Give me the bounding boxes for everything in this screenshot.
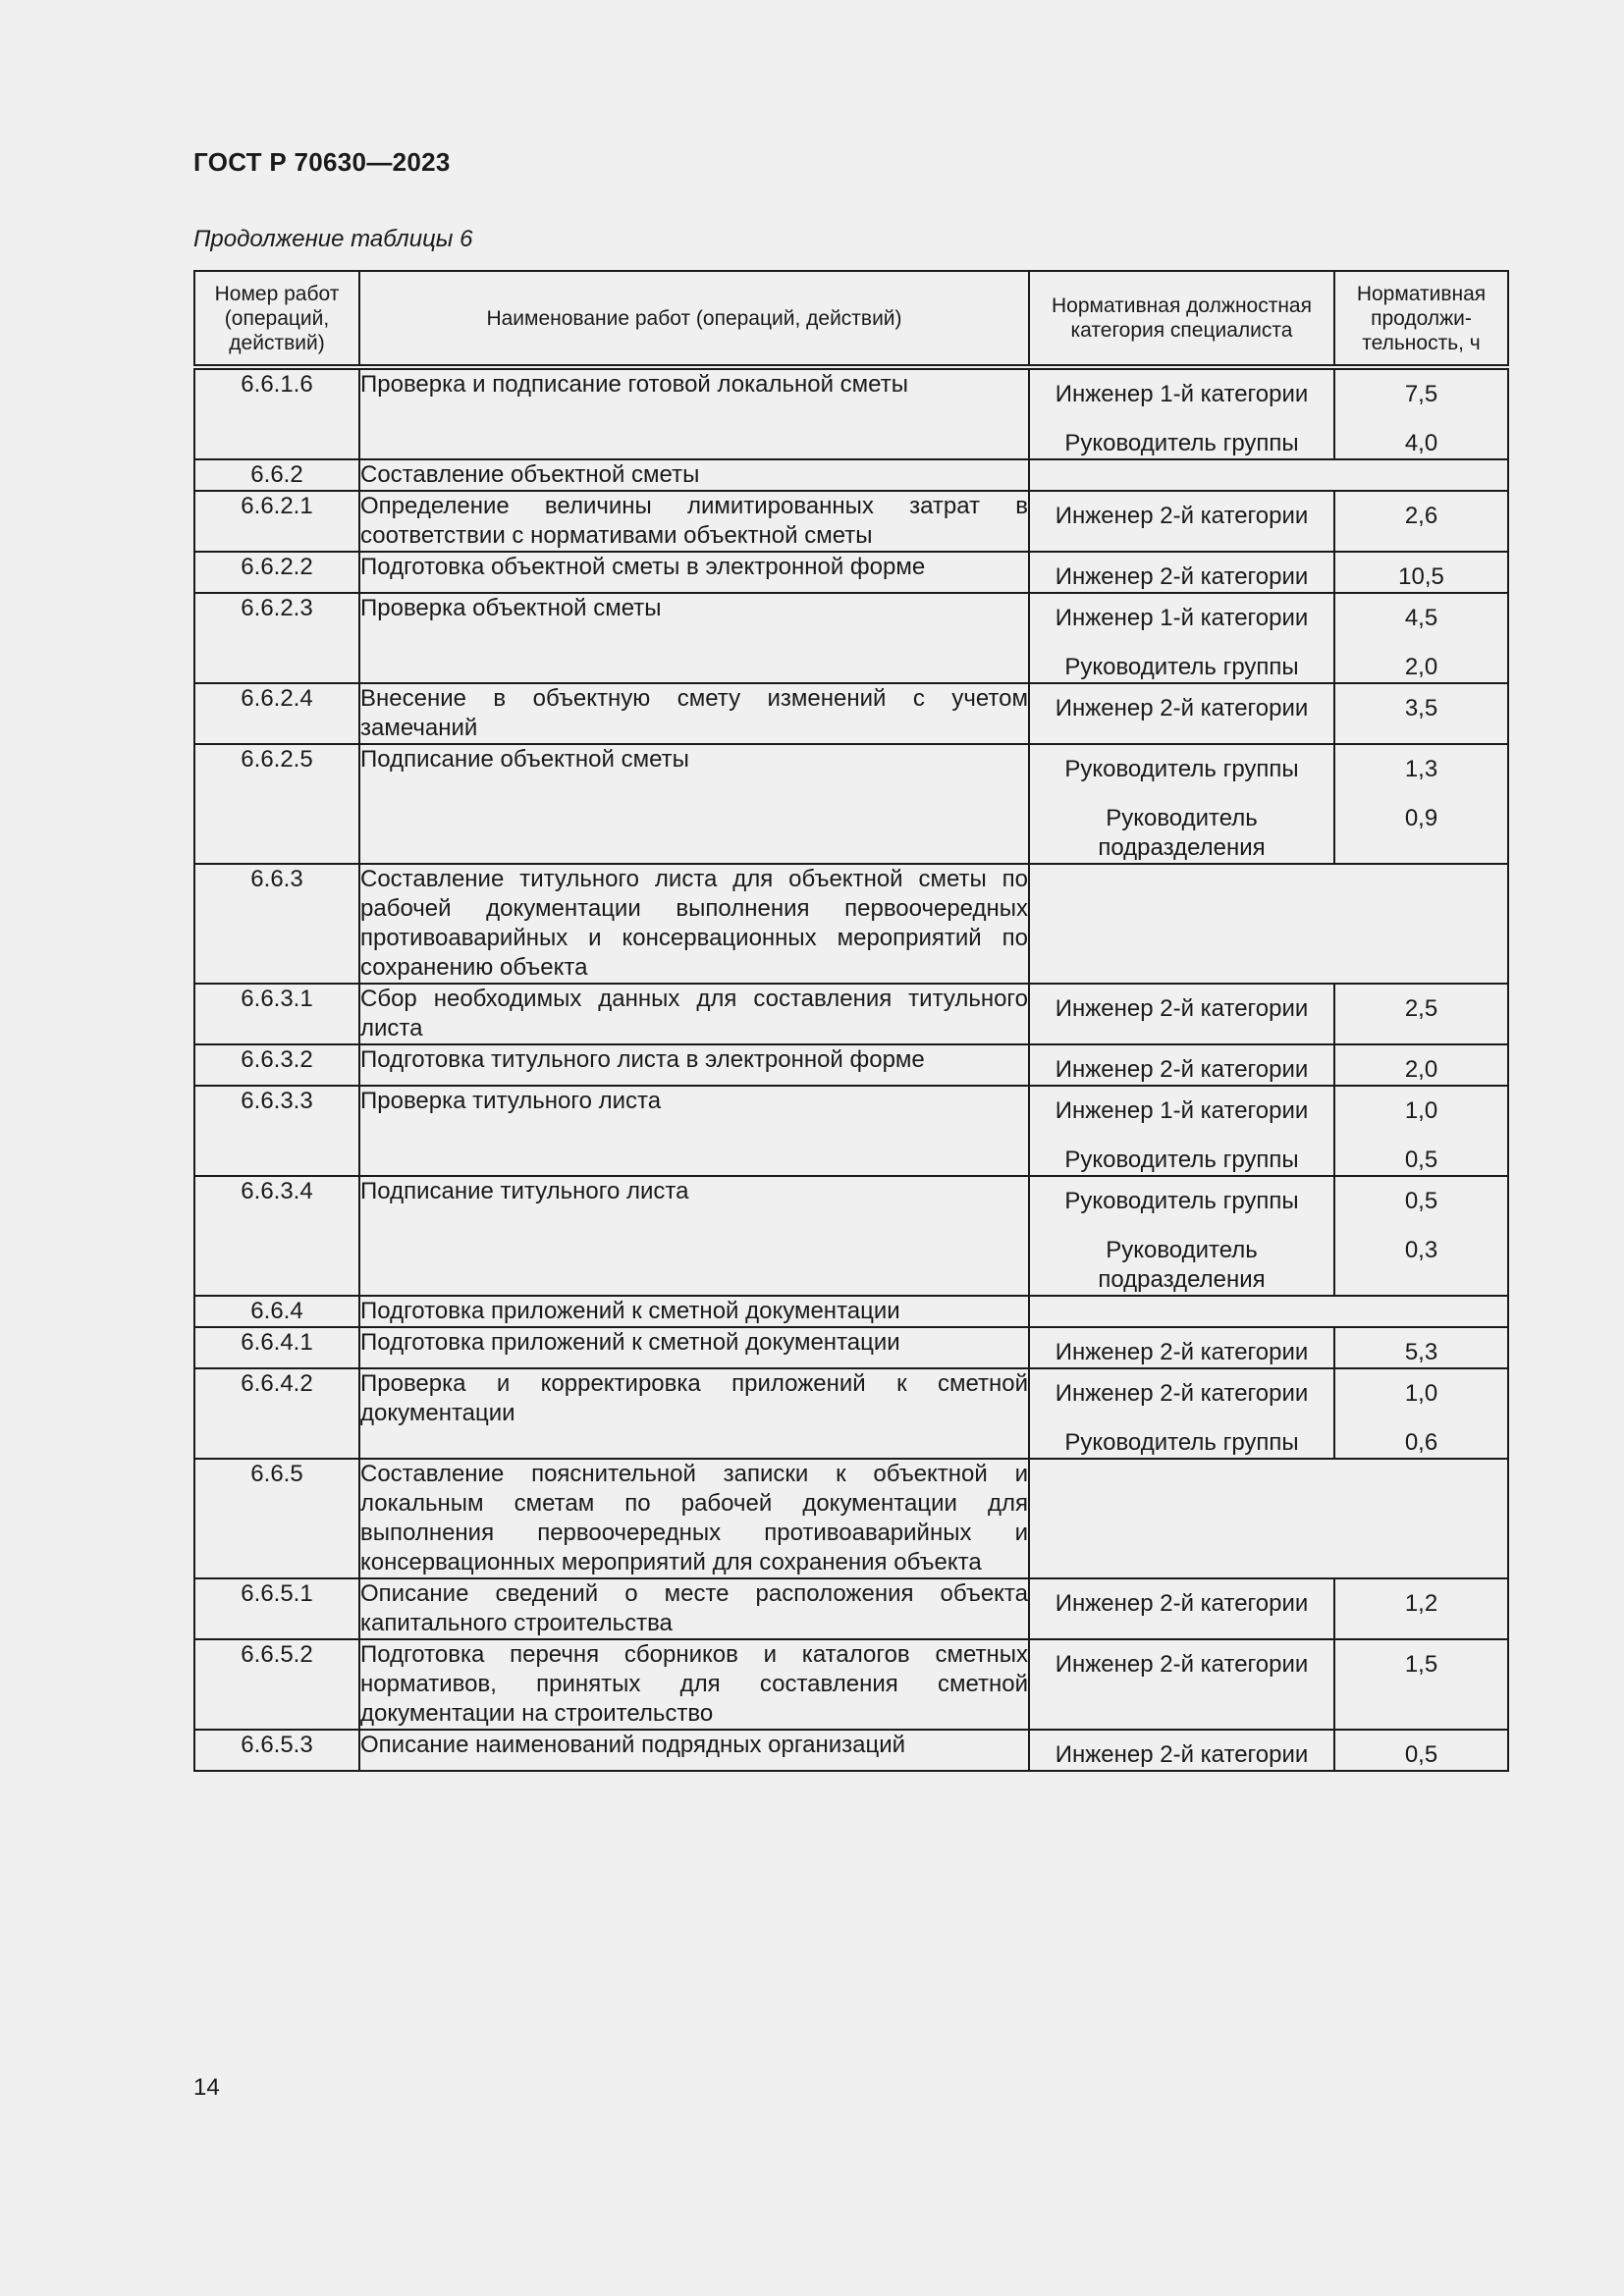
- work-name: Проверка и подписание готовой локальной сметы: [359, 367, 1029, 459]
- specialist-category: Руководитель группы: [1064, 1188, 1299, 1214]
- table-row: [194, 1639, 1508, 1730]
- empty-cell: [1029, 1296, 1508, 1327]
- specialist-category: Руководитель подразделения: [1098, 805, 1266, 861]
- table-row: [194, 864, 1508, 984]
- duration-value: 1,2: [1404, 1590, 1438, 1617]
- specialist-category-cell: [1029, 1368, 1334, 1459]
- table-row: [194, 1368, 1508, 1459]
- specialist-category: Руководитель группы: [1064, 654, 1299, 680]
- duration-value: 1,0: [1404, 1380, 1438, 1407]
- table-row: [194, 683, 1508, 744]
- duration-cell: [1334, 1578, 1508, 1639]
- specialist-category: Инженер 2-й категории: [1055, 1380, 1309, 1407]
- table-caption: Продолжение таблицы 6: [193, 226, 473, 252]
- duration-value: 0,5: [1404, 1188, 1438, 1214]
- work-name: Подписание титульного листа: [359, 1176, 1029, 1296]
- duration-value: 0,6: [1404, 1429, 1438, 1456]
- duration-value: 2,0: [1404, 654, 1438, 680]
- work-name: Сбор необходимых данных для составления титульного листа: [359, 984, 1029, 1044]
- empty-cell: [1029, 864, 1508, 984]
- work-name: Проверка титульного листа: [359, 1086, 1029, 1176]
- specialist-category-cell: [1029, 552, 1334, 593]
- specialist-category: Инженер 2-й категории: [1055, 695, 1309, 721]
- specialist-category-cell: [1029, 744, 1334, 864]
- duration-value: 5,3: [1404, 1339, 1438, 1365]
- work-name: Подготовка объектной сметы в электронной форме: [359, 552, 1029, 593]
- work-number: 6.6.5: [194, 1459, 359, 1578]
- specialist-category: Руководитель группы: [1064, 1429, 1299, 1456]
- specialist-category: Инженер 1-й категории: [1055, 381, 1309, 407]
- duration-value: 0,5: [1404, 1741, 1438, 1768]
- work-name: Описание наименований подрядных организаций: [359, 1730, 1029, 1771]
- table-row: [194, 1327, 1508, 1368]
- duration-cell: [1334, 367, 1508, 459]
- duration-value: 2,0: [1404, 1056, 1438, 1083]
- work-name: Подписание объектной сметы: [359, 744, 1029, 864]
- specialist-category-cell: [1029, 1176, 1334, 1296]
- specialist-category: Инженер 2-й категории: [1055, 563, 1309, 590]
- duration-value: 2,6: [1404, 503, 1438, 529]
- document-title: ГОСТ Р 70630—2023: [193, 147, 451, 177]
- work-number: 6.6.4.2: [194, 1368, 359, 1459]
- duration-value: 0,9: [1404, 805, 1438, 831]
- duration-value: 1,5: [1404, 1651, 1438, 1678]
- table-row: [194, 1296, 1508, 1327]
- work-name: Проверка объектной сметы: [359, 593, 1029, 683]
- work-number: 6.6.3.2: [194, 1044, 359, 1086]
- work-number: 6.6.1.6: [194, 367, 359, 459]
- table-header-row: [194, 271, 1508, 367]
- header-category: Нормативная должностная категория специалиста: [1029, 271, 1334, 367]
- specialist-category: Инженер 2-й категории: [1055, 995, 1309, 1022]
- duration-cell: [1334, 593, 1508, 683]
- duration-cell: [1334, 1044, 1508, 1086]
- duration-value: 10,5: [1398, 563, 1444, 590]
- table-row: [194, 1086, 1508, 1176]
- duration-cell: [1334, 1176, 1508, 1296]
- table-row: [194, 593, 1508, 683]
- specialist-category: Руководитель подразделения: [1098, 1237, 1266, 1293]
- header-duration: Нормативная продолжи-тельность, ч: [1334, 271, 1508, 367]
- table-row: [194, 1730, 1508, 1771]
- specialist-category: Инженер 1-й категории: [1055, 605, 1309, 631]
- work-number: 6.6.3: [194, 864, 359, 984]
- duration-value: 1,0: [1404, 1097, 1438, 1124]
- table-row: [194, 1044, 1508, 1086]
- specialist-category-cell: [1029, 593, 1334, 683]
- work-number: 6.6.4: [194, 1296, 359, 1327]
- table-row: [194, 552, 1508, 593]
- work-name: Проверка и корректировка приложений к сметной документации: [359, 1368, 1029, 1459]
- table-row: [194, 367, 1508, 459]
- page-number: 14: [193, 2074, 220, 2101]
- specialist-category-cell: [1029, 1730, 1334, 1771]
- specialist-category: Руководитель группы: [1064, 430, 1299, 456]
- work-number: 6.6.3.1: [194, 984, 359, 1044]
- duration-value: 0,5: [1404, 1147, 1438, 1173]
- duration-cell: [1334, 491, 1508, 552]
- work-number: 6.6.2.4: [194, 683, 359, 744]
- work-number: 6.6.2.2: [194, 552, 359, 593]
- specialist-category: Инженер 2-й категории: [1055, 1056, 1309, 1083]
- specialist-category-cell: [1029, 1327, 1334, 1368]
- empty-cell: [1029, 459, 1508, 491]
- duration-cell: [1334, 984, 1508, 1044]
- empty-cell: [1029, 1459, 1508, 1578]
- specialist-category: Инженер 2-й категории: [1055, 1590, 1309, 1617]
- specialist-category: Руководитель группы: [1064, 1147, 1299, 1173]
- work-number: 6.6.2.1: [194, 491, 359, 552]
- specialist-category: Руководитель группы: [1064, 756, 1299, 782]
- duration-value: 2,5: [1404, 995, 1438, 1022]
- table-row: [194, 459, 1508, 491]
- duration-cell: [1334, 1730, 1508, 1771]
- work-number: 6.6.4.1: [194, 1327, 359, 1368]
- table-row: [194, 1176, 1508, 1296]
- duration-value: 4,5: [1404, 605, 1438, 631]
- specialist-category-cell: [1029, 1639, 1334, 1730]
- work-name: Внесение в объектную смету изменений с учетом замечаний: [359, 683, 1029, 744]
- table-row: [194, 491, 1508, 552]
- work-name: Составление объектной сметы: [359, 459, 1029, 491]
- table-row: [194, 984, 1508, 1044]
- specialist-category-cell: [1029, 1578, 1334, 1639]
- specialist-category-cell: [1029, 683, 1334, 744]
- specialist-category-cell: [1029, 984, 1334, 1044]
- specialist-category-cell: [1029, 1086, 1334, 1176]
- work-name: Определение величины лимитированных затрат в соответствии с нормативами объектной сметы: [359, 491, 1029, 552]
- duration-cell: [1334, 1368, 1508, 1459]
- header-number: Номер работ (операций, действий): [194, 271, 359, 367]
- duration-cell: [1334, 1327, 1508, 1368]
- duration-value: 4,0: [1404, 430, 1438, 456]
- duration-cell: [1334, 1639, 1508, 1730]
- duration-cell: [1334, 552, 1508, 593]
- table-row: [194, 1459, 1508, 1578]
- specialist-category: Инженер 2-й категории: [1055, 503, 1309, 529]
- work-name: Подготовка титульного листа в электронной форме: [359, 1044, 1029, 1086]
- specialist-category: Инженер 2-й категории: [1055, 1741, 1309, 1768]
- work-name: Составление титульного листа для объектной сметы по рабочей документации выполнения первоочередных противоаварийных и консервационных мероприятий по сохранению объекта: [359, 864, 1029, 984]
- work-name: Подготовка приложений к сметной документации: [359, 1296, 1029, 1327]
- work-number: 6.6.2.3: [194, 593, 359, 683]
- work-number: 6.6.2.5: [194, 744, 359, 864]
- work-norms-table: [193, 270, 1509, 1772]
- work-number: 6.6.5.2: [194, 1639, 359, 1730]
- specialist-category: Инженер 2-й категории: [1055, 1339, 1309, 1365]
- work-name: Подготовка перечня сборников и каталогов сметных нормативов, принятых для составления сметной документации на строительство: [359, 1639, 1029, 1730]
- duration-cell: [1334, 744, 1508, 864]
- duration-value: 3,5: [1404, 695, 1438, 721]
- specialist-category-cell: [1029, 367, 1334, 459]
- specialist-category-cell: [1029, 1044, 1334, 1086]
- work-name: Описание сведений о месте расположения объекта капитального строительства: [359, 1578, 1029, 1639]
- specialist-category: Инженер 1-й категории: [1055, 1097, 1309, 1124]
- table-row: [194, 1578, 1508, 1639]
- work-number: 6.6.3.4: [194, 1176, 359, 1296]
- work-number: 6.6.5.3: [194, 1730, 359, 1771]
- work-number: 6.6.3.3: [194, 1086, 359, 1176]
- specialist-category: Инженер 2-й категории: [1055, 1651, 1309, 1678]
- duration-value: 0,3: [1404, 1237, 1438, 1263]
- duration-cell: [1334, 1086, 1508, 1176]
- duration-cell: [1334, 683, 1508, 744]
- work-number: 6.6.2: [194, 459, 359, 491]
- table-body: [194, 367, 1508, 1771]
- work-number: 6.6.5.1: [194, 1578, 359, 1639]
- specialist-category-cell: [1029, 491, 1334, 552]
- table-row: [194, 744, 1508, 864]
- work-name: Подготовка приложений к сметной документации: [359, 1327, 1029, 1368]
- header-name: Наименование работ (операций, действий): [359, 271, 1029, 367]
- work-name: Составление пояснительной записки к объектной и локальным сметам по рабочей документации для выполнения первоочередных противоаварийных и консервационных мероприятий для сохранения объекта: [359, 1459, 1029, 1578]
- duration-value: 1,3: [1404, 756, 1438, 782]
- duration-value: 7,5: [1404, 381, 1438, 407]
